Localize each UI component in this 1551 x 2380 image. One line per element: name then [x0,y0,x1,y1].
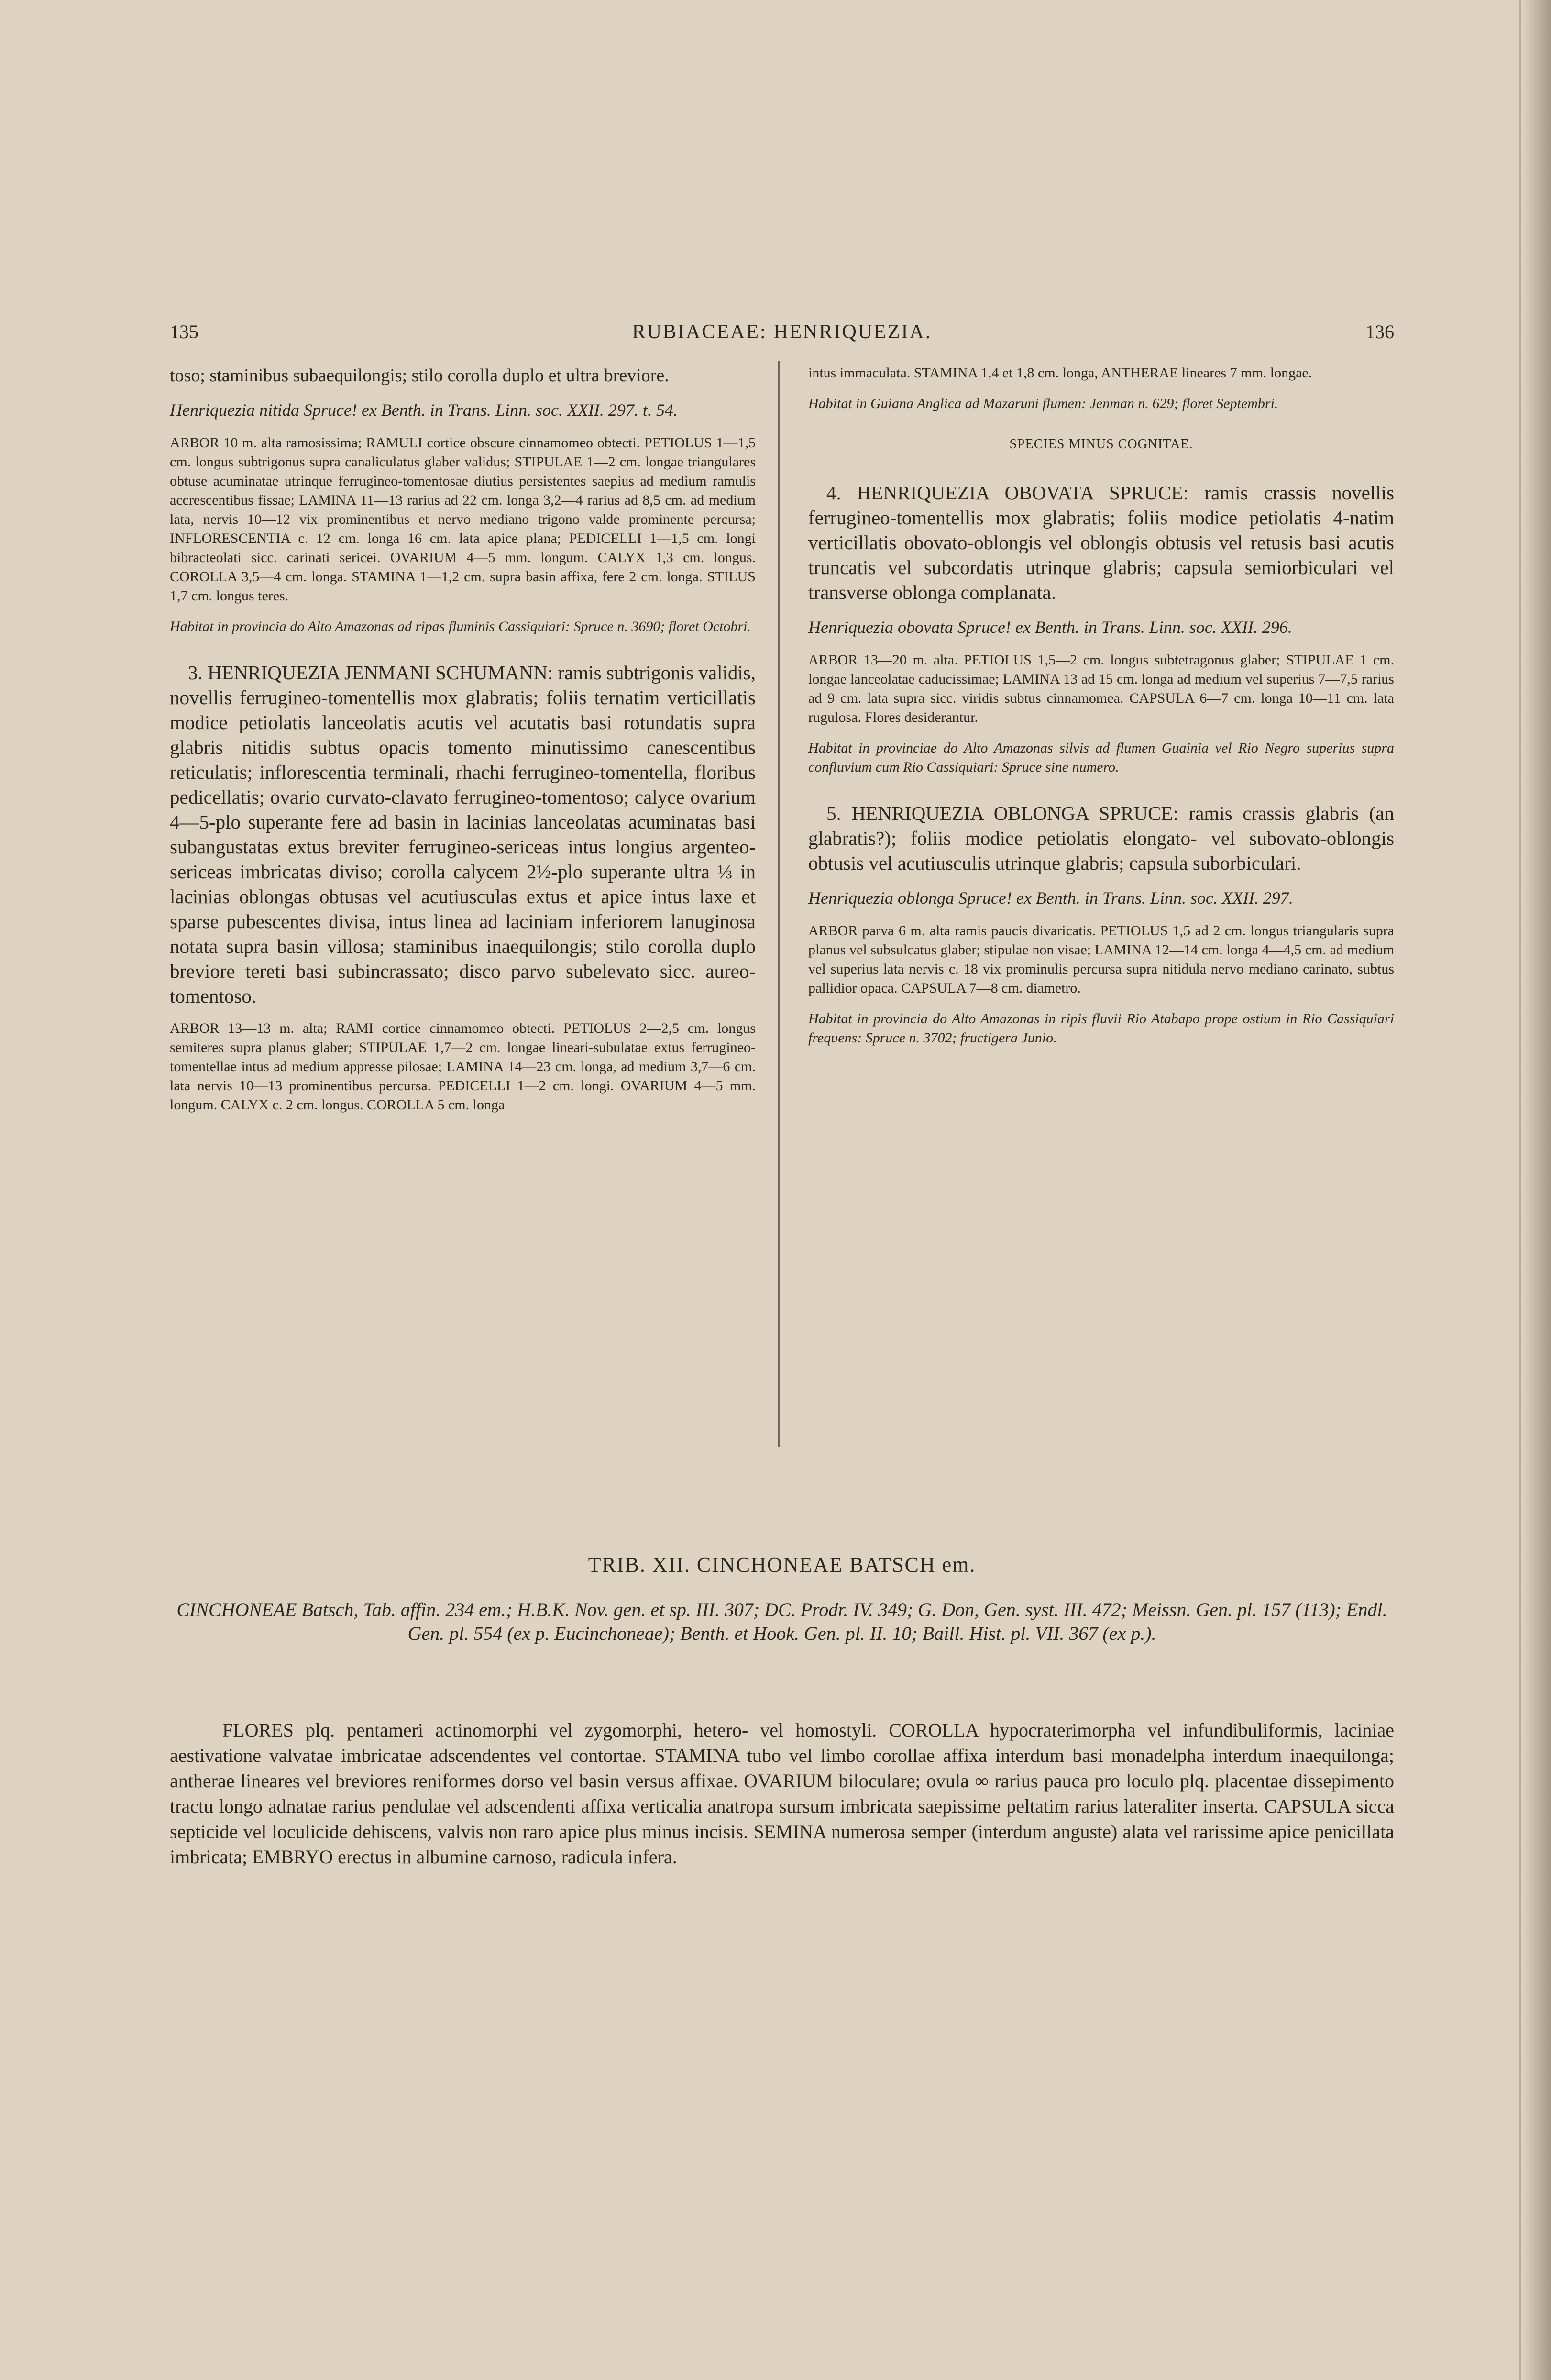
right-description-obovata: ARBOR 13—20 m. alta. PETIOLUS 1,5—2 cm. longus subtetragonus glaber; STIPULAE 1 cm. longae lanceolatae caducissimae; LAMINA 13 ad 15 cm. longa ad medium vel superius 7—7,5 rarius ad 9 cm. lata supra sicc. viridis subtus cinnamomea. CAPSULA 6—7 cm. longa 10—11 cm. lata rugulosa. Flores desiderantur. [808,652,1394,725]
species-minus-cognitae-heading: SPECIES MINUS COGNITAE. [1009,437,1193,452]
running-title: RUBIACEAE: HENRIQUEZIA. [632,321,932,343]
left-description-nitida: ARBOR 10 m. alta ramosissima; RAMULI cortice obscure cinnamomeo obtecti. PETIOLUS 1—1,5 cm. longus subtrigonus supra canaliculatus glaber validus; STIPULAE 1—2 cm. longae triangulares obtuse acuminatae utrinque ferrugineo-tomentosae diutius persistentes saepius ad medium ramulis accrescentibus fissae; LAMINA 11—13 rarius ad 22 cm. longa 3,2—4 rarius ad 8,5 cm. ad medium lata, nervis 10—12 vix prominentibus et nervo mediano trigono valde prominente percursa; INFLORESCENTIA c. 12 cm. longa 16 cm. lata apice plana; PEDICELLI 1—1,5 cm. longi bibracteolati sicc. carinati sericei. OVARIUM 4—5 mm. longum. CALYX 1,3 cm. longus. COROLLA 3,5—4 cm. longa. STAMINA 1—1,2 cm. supra basin affixa, fere 2 cm. longa. STILUS 1,7 cm. longus teres. [170,435,756,604]
page-edge-shadow [1522,0,1551,2380]
running-header [170,321,1394,359]
right-citation-oblonga: Henriquezia oblonga Spruce! ex Benth. in Trans. Linn. soc. XXII. 297. [808,888,1293,908]
left-continuation-text: toso; staminibus subaequilongis; stilo corolla duplo et ultra breviore. [170,365,669,386]
right-habitat-obovata: Habitat in provinciae do Alto Amazonas silvis ad flumen Guainia vel Rio Negro superius supra confluvium cum Rio Cassiquiari: Spruce sine numero. [808,740,1394,775]
species-heading-oblonga: 5. HENRIQUEZIA OBLONGA SPRUCE: ramis crassis glabris (an glabratis?); foliis modice petiolatis elongato- vel subovato-oblongis obtusis vel acutiusculis utrinque glabris; capsula suborbiculari. [808,802,1394,874]
left-citation-nitida: Henriquezia nitida Spruce! ex Benth. in Trans. Linn. soc. XXII. 297. t. 54. [170,400,678,420]
page-number-right: 136 [1365,321,1394,343]
tribe-heading: TRIB. XII. CINCHONEAE BATSCH em. [588,1553,976,1576]
species-heading-obovata: 4. HENRIQUEZIA OBOVATA SPRUCE: ramis crassis novellis ferrugineo-tomentellis mox glabratis; foliis modice petiolatis 4-natim verticillatis obovato-oblongis vel oblongis obtusis vel retusis basi acutis truncatis vel subcordatis utrinque glabris; capsula semiorbiculari vel transverse oblonga complanata. [808,482,1394,603]
page-gutter-line [1519,0,1521,2380]
column-divider [778,361,780,1447]
tribe-description: FLORES plq. pentameri actinomorphi vel zygomorphi, hetero- vel homostyli. COROLLA hypocraterimorpha vel infundibuliformis, laciniae aestivatione valvatae imbricatae adscendentes vel contortae. STAMINA tubo vel limbo corollae affixa interdum basi monadelpha interdum inaequilonga; antherae lineares vel breviores reniformes dorso vel basin versus affixae. OVARIUM biloculare; ovula ∞ rarius pauca pro loculo plq. placentae dissepimento tractu longo adnatae rarius pendulae vel adscendenti affixa verticalia anatropa sursum imbricata saepissime peltatim rarius lateraliter inserta. CAPSULA sicca septicide vel loculicide dehiscens, valvis non raro apice plus minus incisis. SEMINA numerosa semper (interdum anguste) alata vel rarissime apice penicillata imbricata; EMBRYO erectus in albumine carnoso, radicula infera. [170,1719,1394,1868]
right-citation-obovata: Henriquezia obovata Spruce! ex Benth. in Trans. Linn. soc. XXII. 296. [808,618,1292,637]
left-description-jenmani: ARBOR 13—13 m. alta; RAMI cortice cinnamomeo obtecti. PETIOLUS 2—2,5 cm. longus semiteres supra planus glaber; STIPULAE 1,7—2 cm. longae lineari-subulatae extus ferrugineo-tomentellae intus ad medium appresse pilosae; LAMINA 14—23 cm. longa, ad medium 3,7—6 cm. lata nervis 10—13 prominentibus percursa. PEDICELLI 1—2 cm. longi. OVARIUM 4—5 mm. longum. CALYX c. 2 cm. longus. COROLLA 5 cm. longa [170,1020,756,1113]
right-habitat-jenmani: Habitat in Guiana Anglica ad Mazaruni flumen: Jenman n. 629; floret Septembri. [808,396,1278,411]
left-habitat-nitida: Habitat in provincia do Alto Amazonas ad ripas fluminis Cassiquiari: Spruce n. 3690; floret Octobri. [170,619,751,634]
right-description-oblonga: ARBOR parva 6 m. alta ramis paucis divaricatis. PETIOLUS 1,5 ad 2 cm. longus triangularis supra planus vel subsulcatus glaber; stipulae non visae; LAMINA 12—14 cm. longa 4—4,5 cm. ad medium vel superius lata nervis c. 18 vix prominulis percursa supra nitidula nervo mediano carinato, subtus pallidior opaca. CAPSULA 7—8 cm. diametro. [808,923,1394,996]
species-heading-jenmani: 3. HENRIQUEZIA JENMANI SCHUMANN: ramis subtrigonis validis, novellis ferrugineo-tomentellis mox glabratis; foliis ternatim verticillatis modice petiolatis lanceolatis acutis vel acutatis basi rotundatis supra glabris nitidis subtus opacis tomento minutissimo canescentibus reticulatis; inflorescentia terminali, rhachi ferrugineo-tomentella, floribus pedicellatis; ovario curvato-clavato ferrugineo-tomentoso; calyce ovarium 4—5-plo superante fere ad basin in lacinias lanceolatas acuminatas basi subangustatas extus breviter ferrugineo-sericeas intus longius argenteo-sericeas imbricatas diviso; corolla calycem 2½-plo superante ultra ⅓ in lacinias oblongas obtusas vel acutiusculas extus et apice intus laxe et sparse pubescentes divisa, intus linea ad laciniam inferiorem lanuginosa notata supra basin villosa; staminibus inaequilongis; stilo corolla duplo breviore tereti basi subincrassato; disco parvo subelevato sicc. aureo-tomentoso. [170,662,756,1007]
right-continuation-text: intus immaculata. STAMINA 1,4 et 1,8 cm. longa, ANTHERAE lineares 7 mm. longae. [808,365,1312,381]
left-column [170,364,756,1125]
tribe-citation: CINCHONEAE Batsch, Tab. affin. 234 em.; H.B.K. Nov. gen. et sp. III. 307; DC. Prodr. IV. 349; G. Don, Gen. syst. III. 472; Meissn. Gen. pl. 157 (113); Endl. Gen. pl. 554 (ex p. Eucinchoneae); Benth. et Hook. Gen. pl. II. 10; Baill. Hist. pl. VII. 367 (ex p.). [176,1599,1387,1644]
page-number-left: 135 [170,321,198,343]
right-column [808,364,1394,1062]
right-habitat-oblonga: Habitat in provincia do Alto Amazonas in ripis fluvii Rio Atabapo prope ostium in Rio Cassiquiari frequens: Spruce n. 3702; fructigera Junio. [808,1011,1394,1046]
